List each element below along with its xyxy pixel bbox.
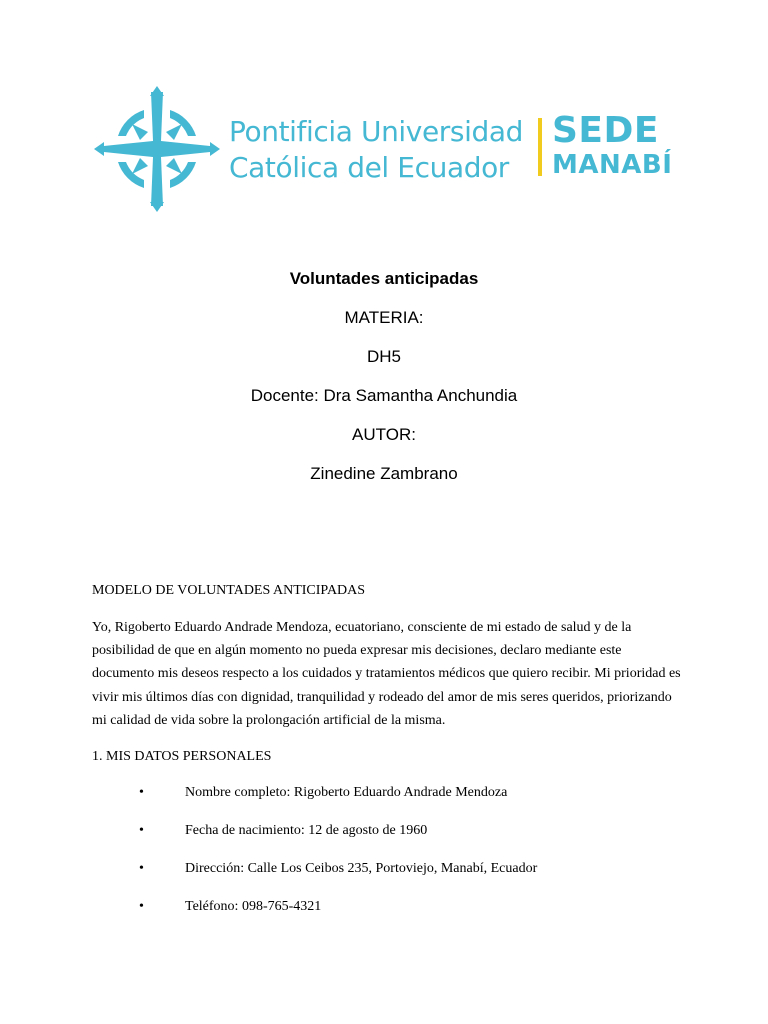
author-label: AUTOR: xyxy=(352,425,416,444)
intro-paragraph: Yo, Rigoberto Eduardo Andrade Mendoza, ecuatoriano, consciente de mi estado de salud y de la posibilidad de que en algún momento no pueda expresar mis decisiones, declaro mediante este documento mis deseos respecto a los cuidados y tratamientos médicos que quiero recibir. Mi prioridad es vivir mis últimos días con dignidad, tranquilidad y rodeado del amor de mis seres queridos, priorizando mi calidad de vida sobre la prolongación artificial de la misma. xyxy=(92,620,681,728)
university-name-line2: Católica del Ecuador xyxy=(229,151,509,184)
bullet-icon: • xyxy=(139,823,144,839)
campus-location: MANABÍ xyxy=(552,150,673,180)
university-name xyxy=(229,114,523,186)
list-item-text: Nombre completo: Rigoberto Eduardo Andrade Mendoza xyxy=(185,785,508,801)
list-item xyxy=(92,896,682,934)
university-name-line1: Pontificia Universidad xyxy=(229,115,523,148)
university-logo xyxy=(94,86,684,212)
list-item xyxy=(92,782,682,820)
personal-data-heading: 1. MIS DATOS PERSONALES xyxy=(92,749,272,765)
campus-sede: SEDE xyxy=(552,110,659,151)
subject-value: DH5 xyxy=(366,347,401,366)
campus-name xyxy=(552,112,672,180)
subject-label: MATERIA: xyxy=(344,308,424,327)
bullet-icon: • xyxy=(139,899,144,915)
cover-block xyxy=(0,266,768,500)
list-item-text: Teléfono: 098-765-4321 xyxy=(185,899,322,915)
author-value: Zinedine Zambrano xyxy=(310,464,458,483)
section-heading: MODELO DE VOLUNTADES ANTICIPADAS xyxy=(92,583,366,598)
document-body xyxy=(92,580,682,934)
teacher-line: Docente: Dra Samantha Anchundia xyxy=(250,386,518,405)
bullet-icon: • xyxy=(139,785,144,801)
document-title: Voluntades anticipadas xyxy=(289,269,479,288)
list-item-text: Dirección: Calle Los Ceibos 235, Portoviejo, Manabí, Ecuador xyxy=(185,861,538,877)
personal-data-list xyxy=(92,782,682,934)
bullet-icon: • xyxy=(139,861,144,877)
cross-emblem-icon xyxy=(94,86,220,212)
list-item xyxy=(92,858,682,896)
logo-divider xyxy=(538,118,542,176)
list-item xyxy=(92,820,682,858)
list-item-text: Fecha de nacimiento: 12 de agosto de 1960 xyxy=(185,823,428,839)
